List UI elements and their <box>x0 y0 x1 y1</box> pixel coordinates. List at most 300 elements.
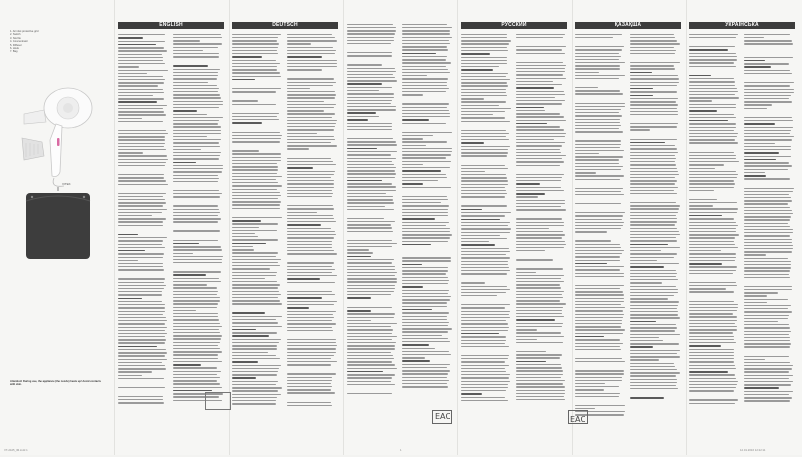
text-line <box>173 162 196 164</box>
paragraph-gap <box>516 56 566 60</box>
text-line <box>287 345 337 346</box>
text-line <box>287 278 320 280</box>
text-line <box>287 215 333 216</box>
text-line <box>689 390 734 391</box>
text-line <box>118 165 165 166</box>
text-line <box>347 27 396 28</box>
text-line <box>630 139 677 140</box>
text-line <box>232 275 276 276</box>
text-line <box>232 138 281 139</box>
text-line <box>689 53 736 54</box>
text-line <box>287 104 336 105</box>
text-line <box>232 326 282 327</box>
text-column <box>744 32 794 457</box>
text-line <box>630 91 677 92</box>
text-line <box>402 46 447 47</box>
text-line <box>461 336 506 337</box>
text-line <box>516 268 563 269</box>
text-column <box>461 32 511 457</box>
text-line <box>402 257 451 258</box>
text-line <box>461 267 509 268</box>
text-line <box>689 253 736 254</box>
text-line <box>402 309 432 311</box>
text-line <box>744 242 792 243</box>
paragraph-gap <box>744 350 794 354</box>
text-line <box>516 383 563 384</box>
text-line <box>744 120 793 121</box>
text-line <box>347 339 392 340</box>
text-line <box>689 241 734 242</box>
text-line <box>118 177 164 178</box>
text-line <box>173 294 217 295</box>
text-line <box>347 288 395 289</box>
text-line <box>516 336 564 337</box>
text-line <box>173 171 222 172</box>
text-line <box>630 180 677 181</box>
text-line <box>516 396 564 397</box>
text-line <box>347 224 391 225</box>
text-line <box>118 159 168 160</box>
text-line <box>287 269 335 270</box>
text-line <box>630 34 674 35</box>
text-line <box>630 202 676 203</box>
text-line <box>402 348 435 349</box>
text-line <box>287 113 335 114</box>
text-line <box>630 343 679 344</box>
text-line <box>347 177 395 178</box>
text-line <box>575 361 625 362</box>
text-line <box>402 123 446 124</box>
text-line <box>173 354 218 355</box>
section-header-english: ENGLISH <box>118 22 224 29</box>
text-line <box>689 316 737 317</box>
text-line <box>689 120 728 122</box>
text-line <box>287 392 335 393</box>
text-line <box>173 47 218 48</box>
text-line <box>744 188 794 189</box>
text-line <box>461 121 510 122</box>
text-line <box>173 88 219 89</box>
text-line <box>744 70 790 71</box>
text-line <box>689 374 735 375</box>
text-line <box>232 43 279 44</box>
text-line <box>461 330 508 331</box>
text-line <box>744 381 793 382</box>
text-line <box>575 119 620 120</box>
text-line <box>516 399 565 400</box>
text-line <box>630 88 653 90</box>
text-column <box>689 32 739 457</box>
text-line <box>689 310 737 311</box>
text-line <box>461 139 509 140</box>
text-line <box>173 181 218 182</box>
text-line <box>232 192 280 193</box>
text-line <box>575 383 605 384</box>
text-line <box>287 50 336 51</box>
text-line <box>118 196 163 197</box>
text-line <box>516 149 560 150</box>
paragraph-gap <box>575 364 625 368</box>
text-line <box>173 34 221 35</box>
text-line <box>118 352 167 353</box>
text-line <box>516 100 565 101</box>
text-line <box>173 215 218 216</box>
text-line <box>461 117 505 118</box>
text-line <box>575 153 599 154</box>
text-line <box>287 63 337 64</box>
text-line <box>287 314 333 315</box>
text-line <box>744 277 790 278</box>
text-line <box>173 158 219 159</box>
text-line <box>461 225 508 226</box>
paragraph-gap <box>575 206 625 210</box>
text-line <box>516 354 562 355</box>
text-line <box>630 37 675 38</box>
text-line <box>630 263 679 264</box>
text-line <box>347 199 393 200</box>
text-line <box>232 246 253 247</box>
text-line <box>461 146 510 147</box>
text-line <box>287 69 322 70</box>
text-line <box>287 323 336 324</box>
text-line <box>287 317 334 318</box>
text-line <box>118 298 142 300</box>
text-line <box>347 252 373 253</box>
text-line <box>118 105 167 106</box>
text-line <box>118 114 166 115</box>
paragraph-gap <box>630 133 680 137</box>
text-line <box>173 297 220 298</box>
text-line <box>232 166 278 167</box>
paragraph-gap <box>232 307 282 311</box>
text-line <box>118 257 163 258</box>
text-line <box>118 285 166 286</box>
text-line <box>232 176 282 177</box>
text-line <box>630 301 679 302</box>
text-line <box>347 112 376 114</box>
text-line <box>461 381 510 382</box>
text-line <box>347 227 392 228</box>
text-line <box>461 340 506 341</box>
text-line <box>575 128 619 129</box>
text-line <box>347 336 397 337</box>
text-line <box>347 342 396 343</box>
hair-dryer-image <box>20 80 95 190</box>
text-line <box>575 172 596 173</box>
text-line <box>173 72 218 73</box>
text-line <box>402 69 448 70</box>
text-line <box>575 203 621 204</box>
fold-line <box>114 0 115 455</box>
text-line <box>232 345 277 346</box>
text-line <box>630 276 676 277</box>
text-line <box>118 101 157 103</box>
text-line <box>575 179 620 180</box>
text-line <box>744 133 790 134</box>
text-line <box>461 57 507 58</box>
text-line <box>630 142 665 144</box>
text-line <box>118 50 167 51</box>
text-line <box>287 383 331 384</box>
text-line <box>347 180 382 182</box>
text-line <box>744 264 791 265</box>
text-line <box>402 196 447 197</box>
text-line <box>744 200 792 201</box>
text-line <box>347 202 394 203</box>
text-line <box>402 119 429 121</box>
paragraph-gap <box>516 262 566 266</box>
text-line <box>516 49 562 50</box>
text-line <box>575 156 623 157</box>
text-line <box>461 254 506 255</box>
text-line <box>287 402 331 403</box>
text-line <box>232 69 277 70</box>
text-line <box>689 177 737 178</box>
text-line <box>744 172 765 173</box>
text-line <box>173 91 218 92</box>
text-line <box>232 361 258 363</box>
text-line <box>575 87 598 88</box>
text-line <box>347 123 392 124</box>
text-line <box>689 66 736 67</box>
text-line <box>173 75 218 76</box>
text-line <box>173 120 219 121</box>
text-line <box>173 149 201 150</box>
text-line <box>689 212 737 213</box>
text-line <box>173 82 208 83</box>
text-line <box>575 222 624 223</box>
text-line <box>630 397 664 399</box>
text-line <box>347 167 396 168</box>
text-line <box>118 396 163 397</box>
text-line <box>461 320 506 321</box>
text-line <box>118 323 165 324</box>
text-column <box>575 32 625 457</box>
paragraph-gap <box>173 225 223 229</box>
text-line <box>516 222 564 223</box>
text-line <box>402 59 446 60</box>
text-line <box>287 355 334 356</box>
paragraph-gap <box>575 40 625 44</box>
paragraph-gap <box>744 182 794 186</box>
text-line <box>347 377 392 378</box>
text-line <box>516 291 564 292</box>
text-line <box>173 253 193 254</box>
description-item: 7. Bag <box>10 50 18 54</box>
text-line <box>689 273 733 274</box>
text-line <box>402 296 451 297</box>
text-line <box>173 345 218 346</box>
text-line <box>689 110 717 112</box>
text-line <box>287 97 335 98</box>
text-line <box>173 209 219 210</box>
text-line <box>173 56 219 57</box>
eac-glyph-icon <box>569 414 585 424</box>
text-line <box>575 405 625 406</box>
text-line <box>744 82 794 83</box>
text-line <box>118 218 166 219</box>
text-line <box>118 37 143 39</box>
text-line <box>232 265 280 266</box>
paragraph-gap <box>347 58 397 62</box>
text-line <box>689 345 721 347</box>
text-line <box>744 229 793 230</box>
text-line <box>173 230 220 231</box>
text-line <box>630 247 680 248</box>
text-column <box>630 32 680 457</box>
text-line <box>173 37 222 38</box>
text-line <box>744 371 789 372</box>
text-line <box>516 81 553 82</box>
text-line <box>689 222 736 223</box>
text-line <box>516 139 554 140</box>
text-line <box>287 34 332 35</box>
text-line <box>118 34 165 35</box>
text-line <box>744 359 765 360</box>
text-line <box>287 193 333 194</box>
text-line <box>402 199 448 200</box>
text-line <box>232 223 278 224</box>
text-line <box>575 333 623 334</box>
text-line <box>461 79 510 80</box>
text-line <box>744 261 791 262</box>
text-line <box>575 358 622 359</box>
text-line <box>287 101 324 102</box>
text-line <box>461 282 485 283</box>
text-line <box>516 247 564 248</box>
paragraph-gap <box>689 69 739 73</box>
text-line <box>744 356 789 357</box>
text-line <box>232 297 278 298</box>
text-line <box>402 302 447 303</box>
text-line <box>630 244 668 246</box>
text-line <box>173 374 217 375</box>
text-line <box>689 349 734 350</box>
text-line <box>744 194 789 195</box>
text-line <box>575 320 622 321</box>
text-line <box>287 43 311 44</box>
text-line <box>630 215 676 216</box>
text-line <box>630 168 677 169</box>
text-line <box>744 340 790 341</box>
text-line <box>630 208 679 209</box>
text-line <box>575 343 623 344</box>
text-line <box>461 241 489 242</box>
text-line <box>173 313 218 314</box>
text-line <box>287 307 309 309</box>
text-line <box>173 338 221 339</box>
text-line <box>630 231 679 232</box>
text-line <box>516 278 561 279</box>
text-line <box>461 85 508 86</box>
text-line <box>575 244 620 245</box>
text-line <box>402 367 447 368</box>
text-line <box>173 117 223 118</box>
text-line <box>744 292 778 293</box>
text-line <box>630 382 677 383</box>
text-line <box>461 361 505 362</box>
text-line <box>118 330 165 331</box>
paragraph-gap <box>630 391 680 395</box>
text-line <box>689 320 737 321</box>
text-line <box>173 175 218 176</box>
text-line <box>118 133 168 134</box>
description-item: 2. Switch <box>10 33 21 37</box>
text-line <box>347 52 392 53</box>
text-line <box>461 317 510 318</box>
text-line <box>232 189 277 190</box>
text-line <box>347 43 391 44</box>
text-line <box>347 371 383 373</box>
paragraph-gap <box>630 196 680 200</box>
text-line <box>173 136 207 137</box>
text-line <box>516 313 562 314</box>
text-line <box>689 225 738 226</box>
text-line <box>287 262 334 263</box>
text-line <box>630 205 680 206</box>
text-line <box>118 320 167 321</box>
text-line <box>461 111 505 112</box>
paragraph-gap <box>173 234 223 238</box>
text-line <box>575 310 623 311</box>
text-line <box>347 68 395 69</box>
text-line <box>118 108 163 109</box>
text-line <box>516 297 563 298</box>
text-line <box>630 289 678 290</box>
text-line <box>744 123 775 125</box>
text-line <box>232 374 277 375</box>
text-line <box>689 91 738 92</box>
paragraph-gap <box>287 367 337 371</box>
text-line <box>689 208 738 209</box>
text-line <box>347 368 397 369</box>
text-line <box>287 47 333 48</box>
text-line <box>402 151 452 152</box>
text-line <box>575 329 625 330</box>
text-line <box>689 234 739 235</box>
text-line <box>744 394 789 395</box>
text-line <box>232 76 281 77</box>
text-line <box>118 399 163 400</box>
text-line <box>347 71 396 72</box>
text-line <box>347 116 379 117</box>
text-line <box>118 92 164 93</box>
text-line <box>516 225 564 226</box>
text-line <box>402 328 452 329</box>
text-line <box>744 213 793 214</box>
text-line <box>575 191 621 192</box>
text-line <box>689 247 738 248</box>
text-line <box>287 148 309 149</box>
text-line <box>516 231 563 232</box>
text-line <box>287 380 332 381</box>
text-line <box>461 235 500 236</box>
text-line <box>287 301 337 302</box>
text-line <box>347 119 368 121</box>
text-line <box>118 294 162 295</box>
text-line <box>232 230 277 231</box>
text-line <box>402 270 448 271</box>
text-line <box>516 65 566 66</box>
text-line <box>575 396 619 397</box>
text-line <box>516 326 562 327</box>
text-line <box>347 240 392 241</box>
text-line <box>744 89 794 90</box>
text-line <box>118 139 165 140</box>
text-line <box>689 358 734 359</box>
text-line <box>461 47 507 48</box>
text-line <box>118 301 162 302</box>
